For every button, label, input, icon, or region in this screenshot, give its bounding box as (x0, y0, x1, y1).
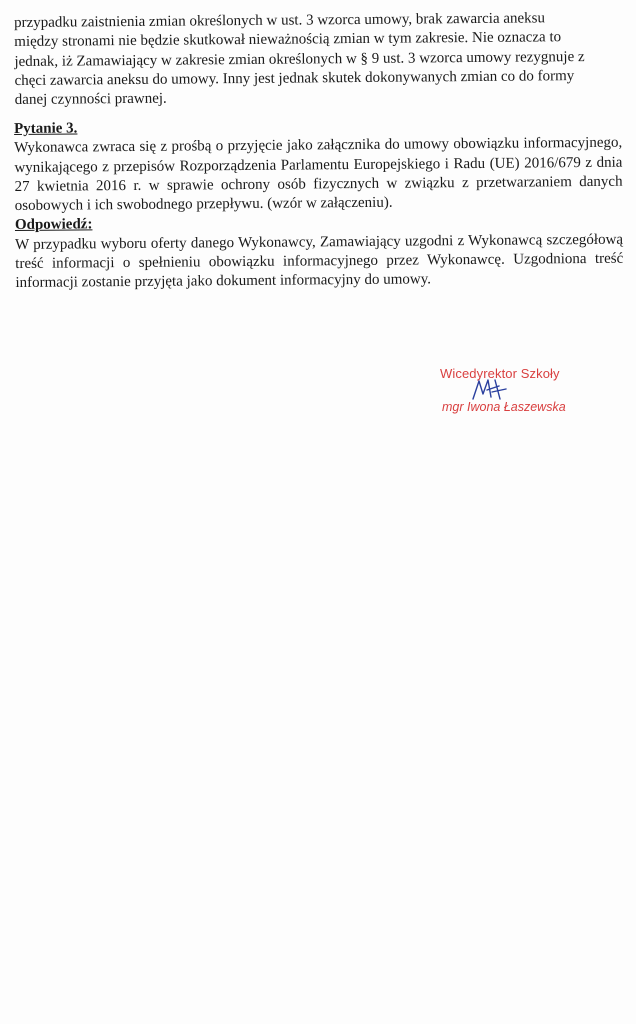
question-answer-section (14, 115, 623, 294)
paragraph-line: danej czynności prawnej. (14, 90, 167, 109)
signature-stamp (430, 362, 630, 432)
question-text: Wykonawca zwraca się z prośbą o przyjęcie jako załącznika do umowy obowiązku informacyjnego, wynikającego z przepisów Rozporządzenia Parlamentu Europejskiego i Radu (UE) 2016/679 z dnia 27 kwietnia 2016 r. w sprawie ochrony osób fizycznych w związku z przetwarzaniem danych osobowych i ich swobodnego przepływu. (wzór w załączeniu). (14, 134, 623, 215)
paragraph-top (14, 9, 623, 111)
paragraph-line: przypadku zaistnienia zmian określonych w ust. 3 wzorca umowy, brak zawarcia aneksu (14, 10, 546, 31)
stamp-name: mgr Iwona Łaszewska (442, 400, 566, 414)
question-heading: Pytanie 3. (14, 120, 78, 137)
answer-text: W przypadku wyboru oferty danego Wykonawcy, Zamawiający uzgodni z Wykonawcą szczegółową treść informacji o spełnieniu obowiązku informacyjnego przez Wykonawcę. Uzgodniona treść informacji zostanie przyjęta jako dokument informacyjny do umowy. (15, 231, 624, 292)
answer-heading: Odpowiedź: (14, 216, 93, 234)
paragraph-line: między stronami nie będzie skutkował nieważnością zmian w tym zakresie. Nie oznacza to (14, 29, 562, 51)
stamp-title: Wicedyrektor Szkoły (440, 366, 560, 381)
paragraph-line: jednak, iż Zamawiający w zakresie zmian określonych w § 9 ust. 3 wzorca umowy rezygnuje z (14, 48, 585, 70)
paragraph-line: chęci zawarcia aneksu do umowy. Inny jest jednak skutek dokonywanych zmian co do formy (14, 68, 575, 89)
